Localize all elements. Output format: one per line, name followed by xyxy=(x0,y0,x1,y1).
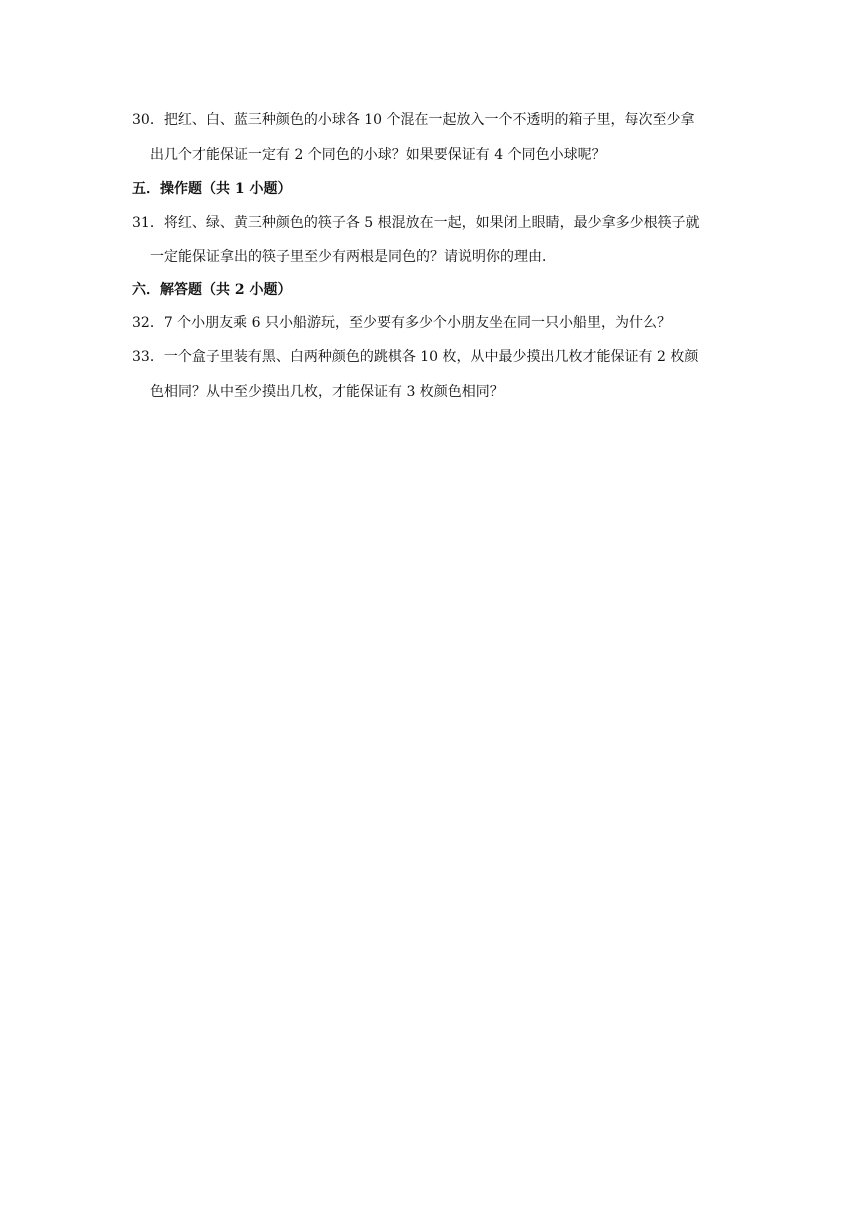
question-32-line-1: 32．7 个小朋友乘 6 只小船游玩，至少要有多少个小朋友坐在同一只小船里，为什么？ xyxy=(132,315,671,331)
question-30-line-1: 30．把红、白、蓝三种颜色的小球各 10 个混在一起放入一个不透明的箱子里，每次至少拿 xyxy=(132,112,695,128)
question-33-line-2: 色相同？从中至少摸出几枚，才能保证有 3 枚颜色相同？ xyxy=(150,384,504,400)
question-33-line-1: 33．一个盒子里装有黑、白两种颜色的跳棋各 10 枚，从中最少摸出几枚才能保证有 2 枚颜 xyxy=(132,349,699,365)
question-30-line-2: 出几个才能保证一定有 2 个同色的小球？如果要保证有 4 个同色小球呢？ xyxy=(150,147,606,163)
question-31-line-2: 一定能保证拿出的筷子里至少有两根是同色的？请说明你的理由． xyxy=(150,249,556,265)
section-6-title: 六．解答题（共 2 小题） xyxy=(132,282,292,298)
question-31-line-1: 31．将红、绿、黄三种颜色的筷子各 5 根混放在一起，如果闭上眼睛，最少拿多少根筷子就 xyxy=(132,215,700,231)
section-5-title: 五．操作题（共 1 小题） xyxy=(132,181,292,197)
